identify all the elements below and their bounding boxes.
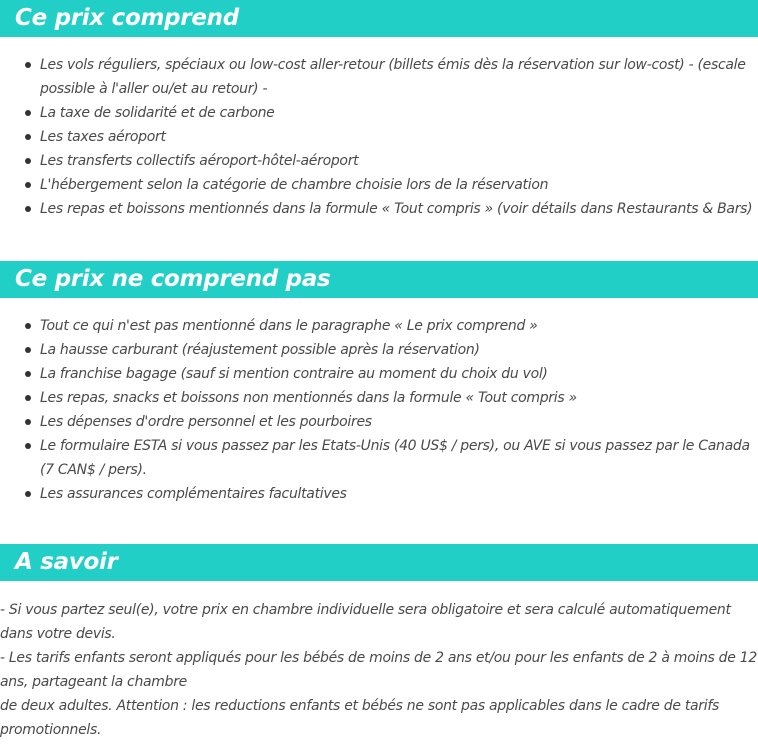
info-notes xyxy=(0,598,758,742)
info-line: de deux adultes. Attention : les reductions enfants et bébés ne sont pas applicables dans le cadre de tarifs promotionnels. xyxy=(0,698,719,738)
included-title: Ce prix comprend xyxy=(0,0,758,37)
bullet-icon xyxy=(25,182,31,188)
list-item: Les vols réguliers, spéciaux ou low-cost aller-retour (billets émis dès la réservation sur low-cost) - (escale possible à l'aller ou/et au retour) - xyxy=(40,53,758,101)
list-item: Tout ce qui n'est pas mentionné dans le paragraphe « Le prix comprend » xyxy=(40,314,758,338)
bullet-icon xyxy=(25,110,31,116)
included-section xyxy=(0,0,758,221)
bullet-icon xyxy=(25,491,31,497)
list-item: Les assurances complémentaires facultatives xyxy=(40,482,758,506)
bullet-icon xyxy=(25,62,31,68)
excluded-title: Ce prix ne comprend pas xyxy=(0,261,758,298)
info-line: - Si vous partez seul(e), votre prix en chambre individuelle sera obligatoire et sera calculé automatiquement dans votre devis. xyxy=(0,602,731,642)
info-line: - Les tarifs enfants seront appliqués pour les bébés de moins de 2 ans et/ou pour les enfants de 2 à moins de 12 ans, partageant la chambre xyxy=(0,650,757,690)
info-section xyxy=(0,544,758,742)
bullet-icon xyxy=(25,395,31,401)
list-item: Le formulaire ESTA si vous passez par les Etats-Unis (40 US$ / pers), ou AVE si vous passez par le Canada (7 CAN$ / pers). xyxy=(40,434,758,482)
bullet-icon xyxy=(25,347,31,353)
list-item: La taxe de solidarité et de carbone xyxy=(40,101,758,125)
list-item: Les repas et boissons mentionnés dans la formule « Tout compris » (voir détails dans Restaurants & Bars) xyxy=(40,197,758,221)
excluded-list xyxy=(0,314,758,506)
list-item: Les dépenses d'ordre personnel et les pourboires xyxy=(40,410,758,434)
bullet-icon xyxy=(25,206,31,212)
list-item: Les transferts collectifs aéroport-hôtel-aéroport xyxy=(40,149,758,173)
included-list xyxy=(0,53,758,221)
list-item: La franchise bagage (sauf si mention contraire au moment du choix du vol) xyxy=(40,362,758,386)
bullet-icon xyxy=(25,158,31,164)
list-item: Les taxes aéroport xyxy=(40,125,758,149)
bullet-icon xyxy=(25,323,31,329)
bullet-icon xyxy=(25,371,31,377)
list-item: La hausse carburant (réajustement possible après la réservation) xyxy=(40,338,758,362)
info-title: A savoir xyxy=(0,544,758,581)
list-item: L'hébergement selon la catégorie de chambre choisie lors de la réservation xyxy=(40,173,758,197)
list-item: Les repas, snacks et boissons non mentionnés dans la formule « Tout compris » xyxy=(40,386,758,410)
bullet-icon xyxy=(25,419,31,425)
bullet-icon xyxy=(25,443,31,449)
excluded-section xyxy=(0,261,758,506)
bullet-icon xyxy=(25,134,31,140)
